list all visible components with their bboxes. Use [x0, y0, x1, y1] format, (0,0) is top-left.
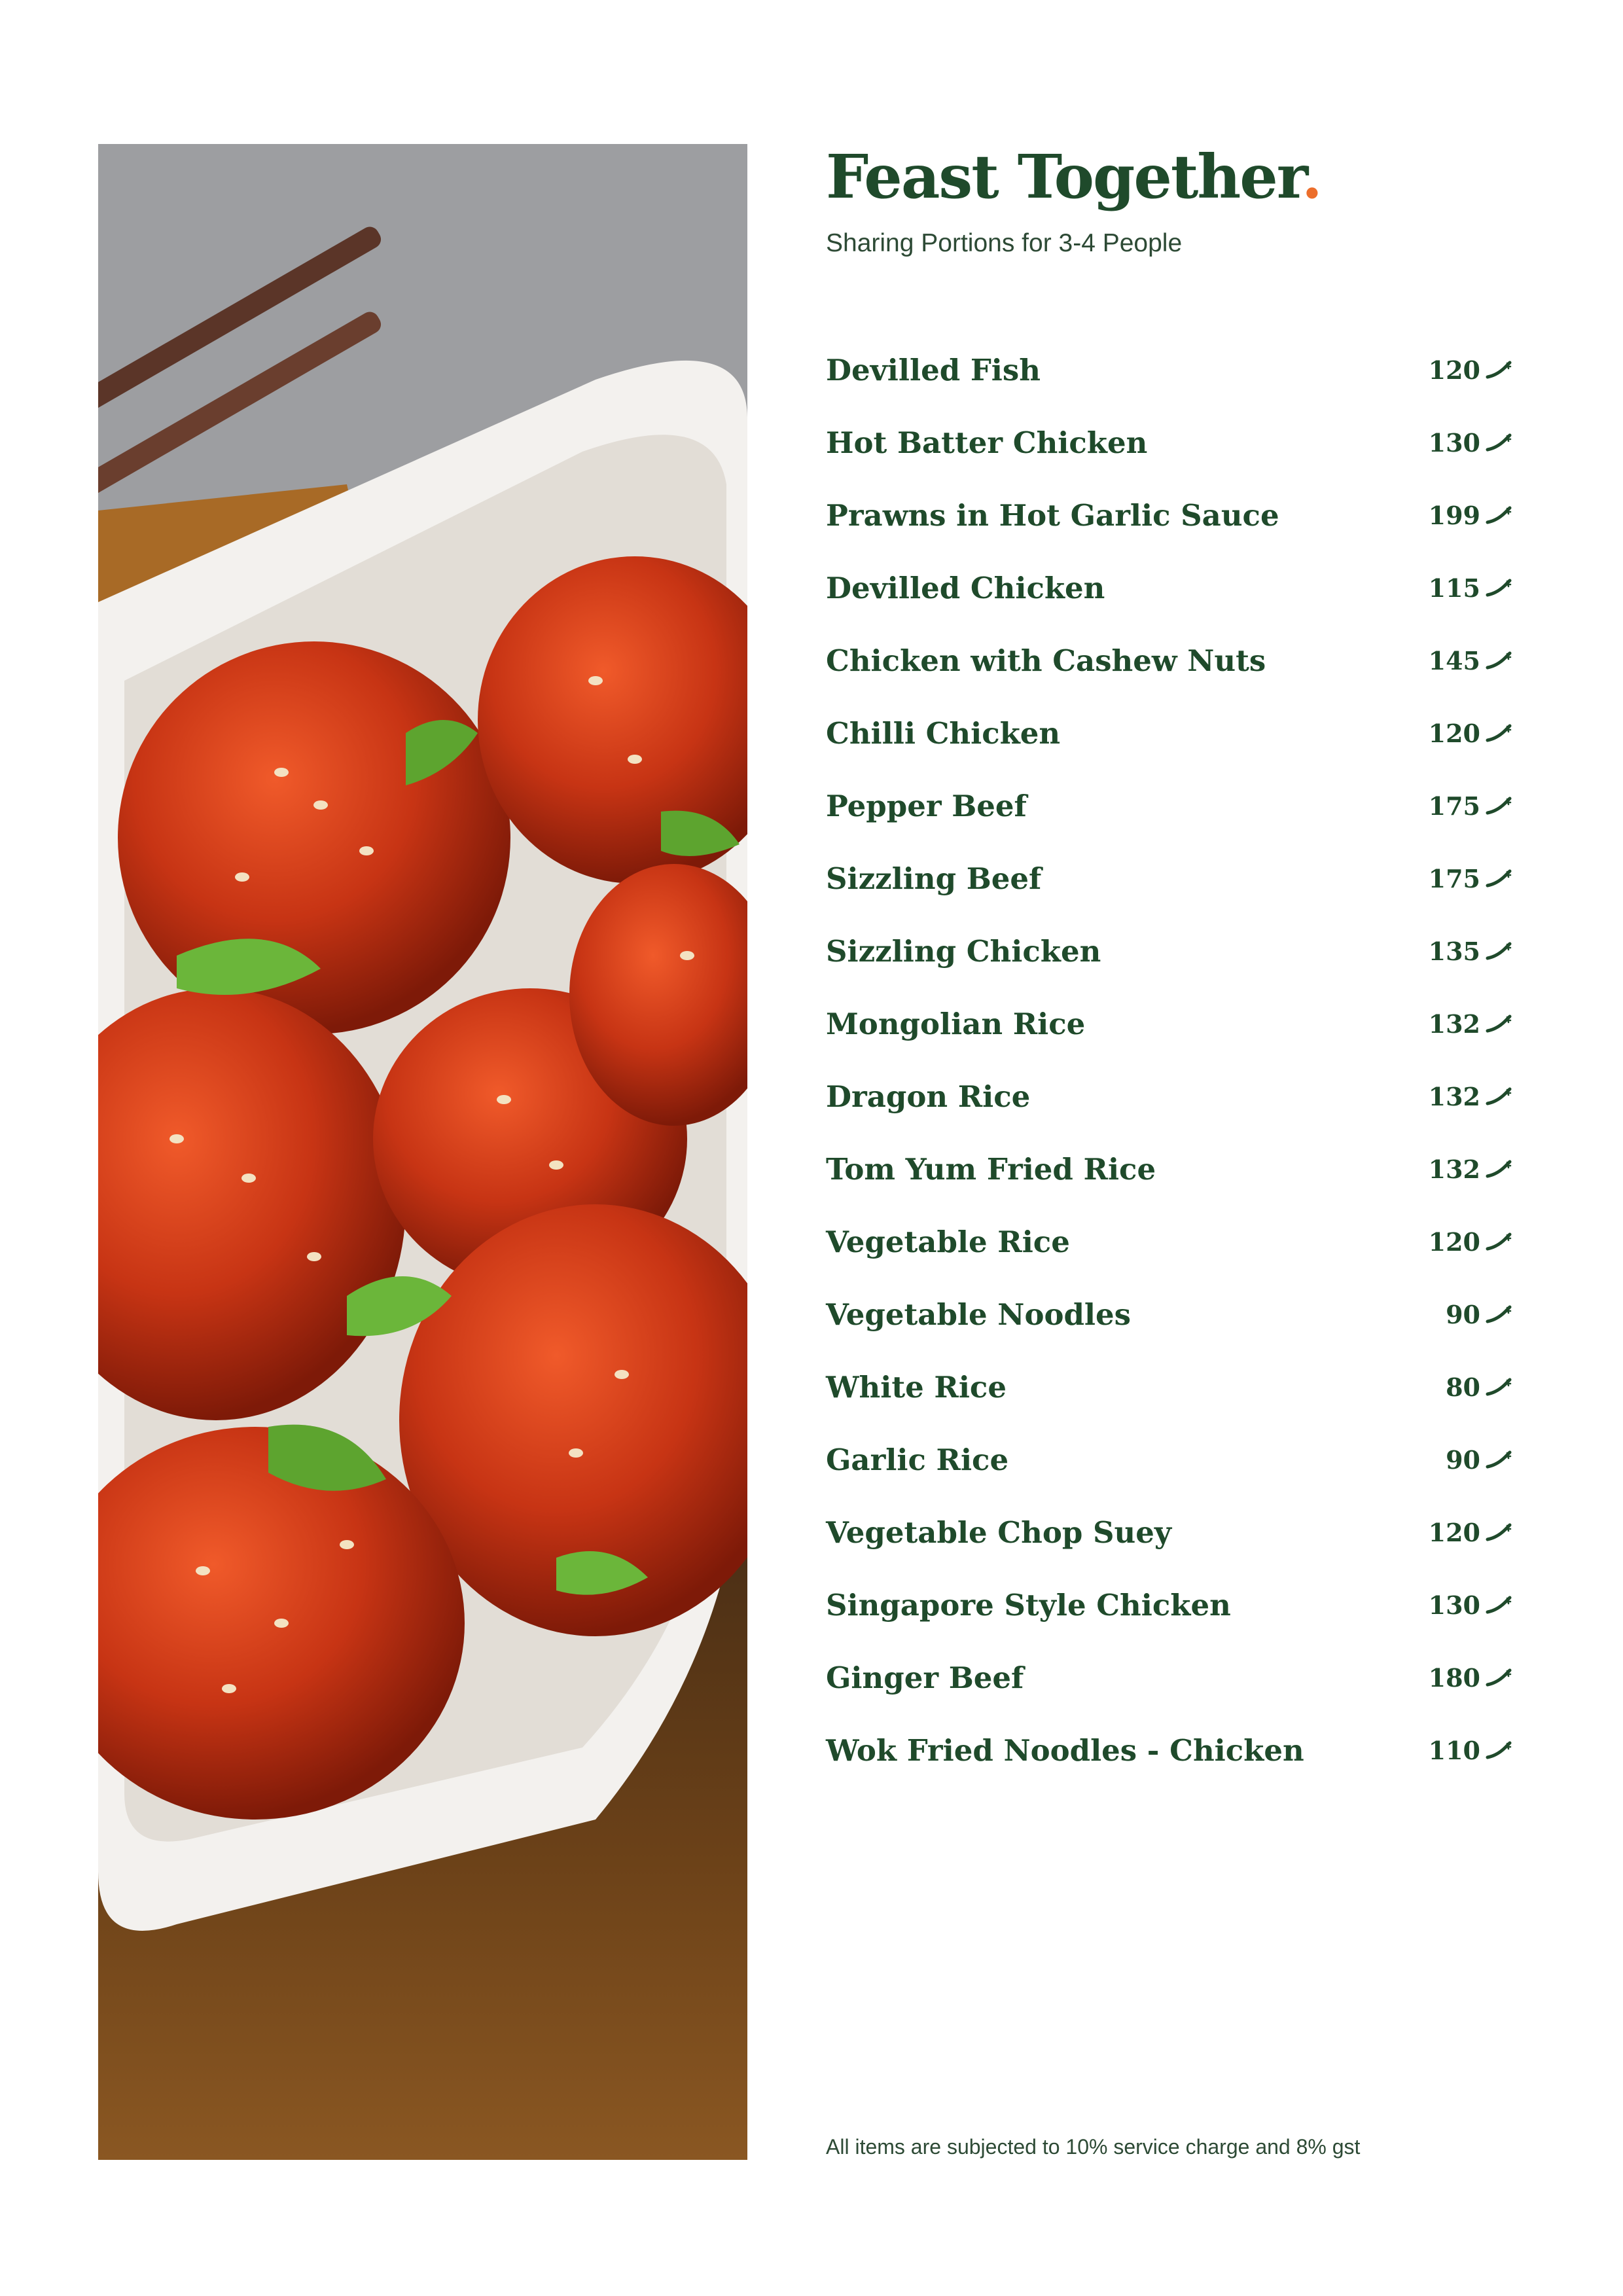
- chili-icon: [1486, 719, 1512, 748]
- chili-icon: [1486, 864, 1512, 893]
- menu-header: [826, 137, 1533, 258]
- chili-icon: [1486, 791, 1512, 821]
- chili-icon: [1486, 573, 1512, 603]
- menu-item-price-value: 120: [1428, 1227, 1480, 1257]
- chili-icon: [1486, 1372, 1512, 1402]
- menu-item-price-value: 132: [1428, 1082, 1480, 1111]
- menu-item-name: Mongolian Rice: [826, 1007, 1086, 1041]
- chili-icon: [1486, 1518, 1512, 1547]
- chili-icon: [1486, 1445, 1512, 1475]
- menu-item: [826, 1206, 1520, 1278]
- menu-item-price-value: 145: [1428, 646, 1480, 675]
- menu-item-price: [1429, 1590, 1512, 1620]
- chili-icon: [1486, 501, 1512, 530]
- menu-item-name: Prawns in Hot Garlic Sauce: [826, 498, 1279, 533]
- menu-item-price: [1446, 1300, 1512, 1329]
- menu-item-name: Wok Fried Noodles - Chicken: [826, 1733, 1304, 1768]
- menu-item-price-value: 80: [1446, 1372, 1480, 1402]
- menu-item: [826, 1424, 1520, 1496]
- menu-item-price-value: 90: [1446, 1445, 1480, 1475]
- menu-item-name: Singapore Style Chicken: [826, 1588, 1231, 1623]
- menu-item-name: Chilli Chicken: [826, 716, 1061, 751]
- menu-item-price: [1429, 1663, 1512, 1693]
- menu-item-price: [1446, 1445, 1512, 1475]
- menu-item-price: [1429, 501, 1512, 530]
- menu-item: [826, 1060, 1520, 1133]
- menu-item-price: [1429, 1227, 1512, 1257]
- menu-item-name: Ginger Beef: [826, 1660, 1024, 1695]
- menu-item: [826, 697, 1520, 770]
- page-title: [826, 137, 1533, 216]
- menu-item: [826, 624, 1520, 697]
- menu-item-price: [1429, 428, 1512, 457]
- food-photo: [98, 144, 747, 2160]
- menu-item: [826, 1496, 1520, 1569]
- menu-item-price-value: 135: [1428, 937, 1480, 966]
- menu-item-price: [1446, 1372, 1512, 1402]
- menu-item-price-value: 120: [1428, 719, 1480, 748]
- menu-item-name: Sizzling Beef: [826, 861, 1042, 896]
- menu-item-name: Vegetable Noodles: [826, 1297, 1131, 1332]
- menu-item-name: Devilled Fish: [826, 353, 1041, 387]
- chili-icon: [1486, 1663, 1512, 1693]
- menu-item-name: White Rice: [826, 1370, 1007, 1405]
- chili-icon: [1486, 428, 1512, 457]
- chili-icon: [1486, 646, 1512, 675]
- menu-item-price-value: 120: [1428, 355, 1480, 385]
- menu-item-price: [1429, 937, 1512, 966]
- menu-item-price: [1429, 1518, 1512, 1547]
- menu-item-name: Tom Yum Fried Rice: [826, 1152, 1156, 1187]
- chili-icon: [1486, 1300, 1512, 1329]
- menu-item: [826, 334, 1520, 406]
- chili-icon: [1486, 1227, 1512, 1257]
- menu-item-name: Pepper Beef: [826, 789, 1027, 823]
- chili-icon: [1486, 1155, 1512, 1184]
- menu-item-price-value: 180: [1428, 1663, 1480, 1693]
- menu-item: [826, 406, 1520, 479]
- menu-item-price-value: 175: [1428, 864, 1480, 893]
- menu-list: [826, 334, 1520, 1787]
- chili-icon: [1486, 1590, 1512, 1620]
- menu-item: [826, 842, 1520, 915]
- menu-item: [826, 1133, 1520, 1206]
- menu-item: [826, 1351, 1520, 1424]
- menu-item-price-value: 175: [1428, 791, 1480, 821]
- chili-icon: [1486, 937, 1512, 966]
- menu-item: [826, 1641, 1520, 1714]
- menu-item: [826, 988, 1520, 1060]
- page-subtitle: Sharing Portions for 3-4 People: [826, 229, 1183, 257]
- menu-item-price: [1429, 573, 1512, 603]
- menu-item-name: Vegetable Chop Suey: [826, 1515, 1171, 1550]
- menu-item-price: [1429, 1082, 1512, 1111]
- menu-item: [826, 1278, 1520, 1351]
- menu-item-price: [1429, 355, 1512, 385]
- menu-item-price: [1429, 1736, 1512, 1765]
- menu-item-price-value: 110: [1428, 1736, 1480, 1765]
- menu-item-price: [1429, 646, 1512, 675]
- menu-item-price: [1429, 1009, 1512, 1039]
- menu-item-price-value: 90: [1446, 1300, 1480, 1329]
- menu-item-name: Sizzling Chicken: [826, 934, 1101, 969]
- menu-item-name: Vegetable Rice: [826, 1225, 1070, 1259]
- menu-item: [826, 479, 1520, 552]
- menu-item-price-value: 199: [1428, 501, 1480, 530]
- menu-item-price: [1429, 791, 1512, 821]
- menu-item-name: Hot Batter Chicken: [826, 425, 1148, 460]
- menu-item-price: [1429, 1155, 1512, 1184]
- chili-icon: [1486, 355, 1512, 385]
- title-accent-dot: .: [1301, 141, 1321, 212]
- menu-item: [826, 552, 1520, 624]
- menu-item-price-value: 132: [1428, 1009, 1480, 1039]
- menu-item-name: Garlic Rice: [826, 1443, 1009, 1477]
- menu-item-name: Devilled Chicken: [826, 571, 1105, 605]
- menu-item-name: Dragon Rice: [826, 1079, 1031, 1114]
- menu-item: [826, 1714, 1520, 1787]
- chili-icon: [1486, 1082, 1512, 1111]
- menu-item: [826, 1569, 1520, 1641]
- menu-item: [826, 770, 1520, 842]
- chili-icon: [1486, 1009, 1512, 1039]
- menu-item-price: [1429, 864, 1512, 893]
- service-charge-note: All items are subjected to 10% service charge and 8% gst: [826, 2135, 1361, 2159]
- chili-icon: [1486, 1736, 1512, 1765]
- menu-item: [826, 915, 1520, 988]
- menu-item-price: [1429, 719, 1512, 748]
- menu-item-price-value: 130: [1428, 428, 1480, 457]
- menu-item-price-value: 120: [1428, 1518, 1480, 1547]
- page-title-text: Feast Together: [826, 141, 1302, 212]
- menu-item-price-value: 132: [1428, 1155, 1480, 1184]
- menu-item-price-value: 130: [1428, 1590, 1480, 1620]
- menu-item-price-value: 115: [1428, 573, 1480, 603]
- menu-item-name: Chicken with Cashew Nuts: [826, 643, 1266, 678]
